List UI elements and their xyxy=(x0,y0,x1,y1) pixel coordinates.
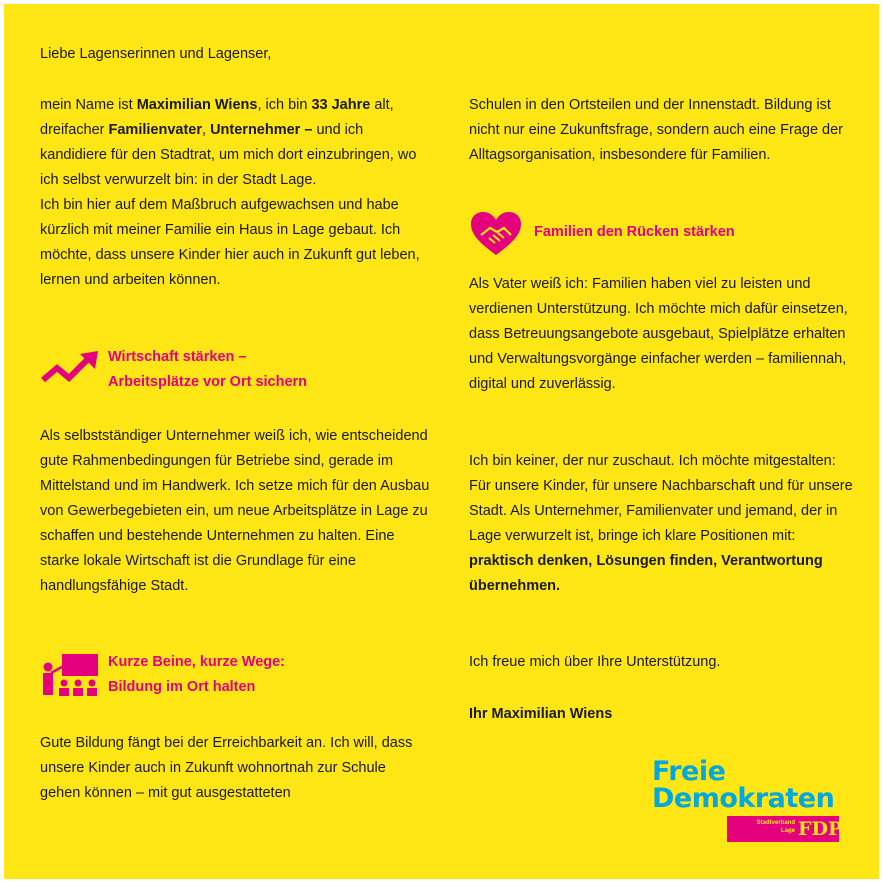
classroom-icon xyxy=(42,653,102,697)
intro-paragraph-2: Ich bin hier auf dem Maßbruch aufgewachsen und habe kürzlich mit meiner Familie ein Haus in Lage gebaut. Ich möchte, dass unsere Kinder hier auch in Zukunft gut leben, lernen und arbeiten können. xyxy=(40,197,420,288)
closing-text xyxy=(469,449,859,599)
fdp-badge xyxy=(727,816,843,842)
logo-line-freie: Freie xyxy=(652,756,726,787)
logo-lage: Lage xyxy=(780,828,795,834)
heart-handshake-icon xyxy=(470,211,522,257)
closing-paragraph: Ich bin keiner, der nur zuschaut. Ich möchte mitgestalten: Für unsere Kinder, für unsere Nachbarschaft und für unsere Stadt. Als Unternehmer, Familienvater und jemand, der in Lage verwurzelt ist, bringe ich klare Positionen mit: praktisch denken, Lösungen finden, Verantwortung übernehmen. xyxy=(469,453,853,594)
intro-text xyxy=(40,93,430,293)
section-title-bildung: Kurze Beine, kurze Wege: Bildung im Ort halten xyxy=(108,654,286,695)
logo-stadtverband: Stadtverband xyxy=(756,820,795,826)
trend-up-icon xyxy=(40,350,100,388)
intro-paragraph: mein Name ist Maximilian Wiens, ich bin 33 Jahre alt, dreifacher Familienvater, Unternehmer – und ich kandidiere für den Stadtrat, um mich dort einzubringen, wo ich selbst verwurzelt bin: in der Stadt Lage. xyxy=(40,97,417,188)
greeting: Liebe Lagenserinnen und Lagenser, xyxy=(40,46,272,62)
support-text: Ich freue mich über Ihre Unterstützung. xyxy=(469,654,721,670)
fdp-logo xyxy=(652,756,843,840)
logo-line-demokraten: Demokraten xyxy=(652,783,835,814)
section-title-familien: Familien den Rücken stärken xyxy=(534,224,735,240)
signature: Ihr Maximilian Wiens xyxy=(469,706,613,722)
section-title-wirtschaft: Wirtschaft stärken – Arbeitsplätze vor Ort sichern xyxy=(108,349,308,390)
logo-fdp: FDP xyxy=(798,818,843,840)
familien-body: Als Vater weiß ich: Familien haben viel zu leisten und verdienen Unterstützung. Ich möchte mich dafür einsetzen, dass Betreuungsangebote ausgebaut, Spielplätze erhalten und Verwaltungsvorgänge einfacher werden – familiennah, digital und zuverlässig. xyxy=(469,276,848,392)
bildung-body-right: Schulen in den Ortsteilen und der Innenstadt. Bildung ist nicht nur eine Zukunftsfrage, sondern auch eine Frage der Alltagsorganisation, insbesondere für Familien. xyxy=(469,97,844,163)
bildung-body-left: Gute Bildung fängt bei der Erreichbarkeit an. Ich will, dass unsere Kinder auch in Zukunft wohnortnah zur Schule gehen können – mit gut ausgestatteten xyxy=(40,735,413,801)
wirtschaft-body: Als selbstständiger Unternehmer weiß ich, wie entscheidend gute Rahmenbedingungen für Betriebe sind, gerade im Mittelstand und im Handwerk. Ich setze mich für den Ausbau von Gewerbegebieten ein, um neue Arbeitsplätze in Lage zu schaffen und bestehende Unternehmen zu halten. Eine starke lokale Wirtschaft ist die Grundlage für eine handlungsfähige Stadt. xyxy=(40,428,430,594)
